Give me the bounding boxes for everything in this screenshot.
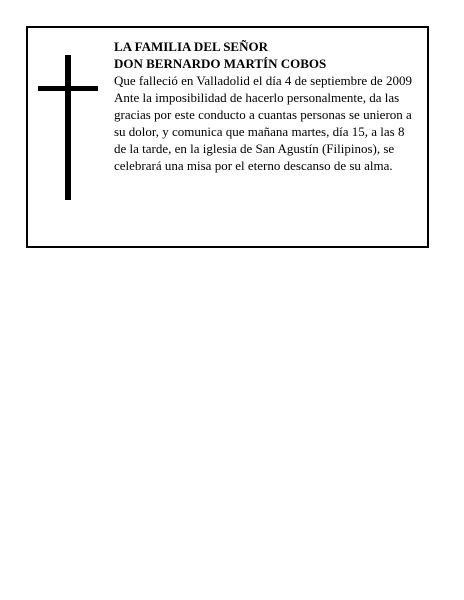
death-statement: Que falleció en Valladolid el día 4 de septiembre de 2009	[114, 73, 412, 88]
heading-family-line: LA FAMILIA DEL SEÑOR	[114, 39, 268, 54]
cross-vertical-bar	[65, 55, 71, 200]
notice-text	[114, 38, 414, 174]
latin-cross-icon	[38, 55, 98, 200]
obituary-notice	[26, 26, 429, 248]
cross-horizontal-bar	[38, 86, 98, 91]
heading-deceased-name: DON BERNARDO MARTÍN COBOS	[114, 56, 327, 71]
notice-body: Ante la imposibilidad de hacerlo personalmente, da las gracias por este conducto a cuantas personas se unieron a su dolor, y comunica que mañana martes, día 15, a las 8 de la tarde, en la iglesia de San Agustín (Filipinos), se celebrará una misa por el eterno descanso de su alma.	[114, 90, 412, 173]
